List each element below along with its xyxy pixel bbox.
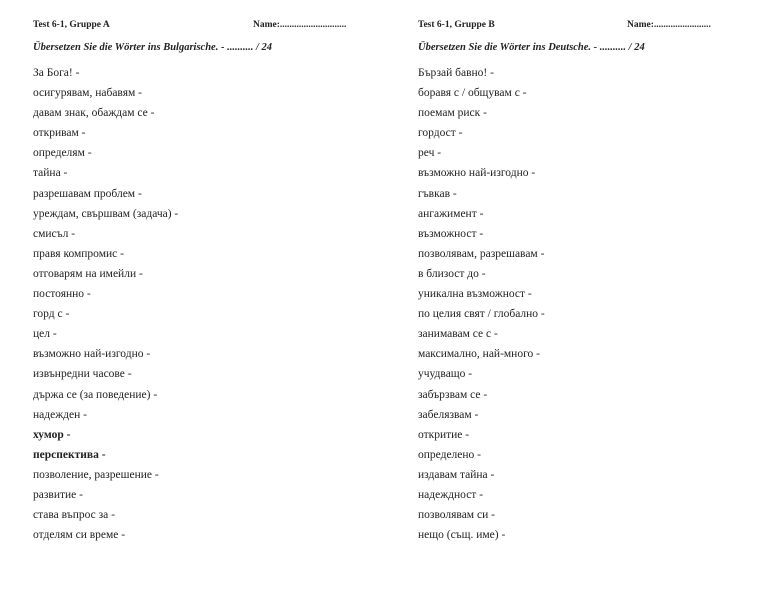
word-item: уреждам, свършвам (задача) - [33,207,179,220]
word-item: реч - [418,147,442,160]
word-item: позволявам си - [418,509,495,522]
group-b-title: Test 6-1, Gruppe B [418,20,495,30]
word-item: възможност - [418,227,484,240]
word-item: правя компромис - [33,247,124,260]
word-item: ангажимент - [418,207,484,220]
word-item: уникална възможност - [418,288,532,301]
word-item: определено - [418,448,482,461]
group-a-word-list [33,63,178,545]
group-a-header [33,20,383,34]
word-item: позволявам, разрешавам - [418,247,545,260]
word-item: давам знак, обаждам се - [33,107,155,120]
word-item: гордост - [418,127,463,140]
word-item: гъвкав - [418,187,457,200]
word-item: забелязвам - [418,408,479,421]
word-item: надежден - [33,408,87,421]
word-item: определям - [33,147,92,160]
group-b-column [418,0,768,594]
word-item: извънредни часове - [33,368,132,381]
group-b-word-list [418,63,545,545]
word-item: Бързай бавно! - [418,67,494,79]
word-item: възможно най-изгодно - [33,348,151,361]
word-item: надеждност - [418,488,484,501]
word-item: занимавам се с - [418,328,498,341]
group-a-instruction: Übersetzen Sie die Wörter ins Bulgarische. - .......... / 24 [33,42,272,53]
word-item: горд с - [33,308,70,321]
word-item: развитие - [33,488,83,501]
word-item: отговарям на имейли - [33,267,143,280]
word-item: цел - [33,328,57,341]
word-item: разрешавам проблем - [33,187,142,200]
word-item: в близост до - [418,267,486,280]
word-item: перспектива - [33,448,106,461]
word-item: забързвам се - [418,388,488,401]
word-item: боравя с / общувам с - [418,87,527,100]
word-item: За Бога! - [33,67,80,79]
word-item: учудващо - [418,368,473,381]
word-item: смисъл - [33,227,76,240]
word-item: става въпрос за - [33,509,115,522]
word-item: осигурявам, набавям - [33,87,142,100]
word-item: нещо (същ. име) - [418,529,506,542]
word-item: максимално, най-много - [418,348,540,361]
word-item: позволение, разрешение - [33,468,159,481]
group-b-header [418,20,768,34]
group-b-name-field: Name:........................ [627,20,711,30]
word-item: откритие - [418,428,470,441]
group-b-instruction: Übersetzen Sie die Wörter ins Deutsche. - .......... / 24 [418,42,645,53]
word-item: откривам - [33,127,86,140]
word-item: отделям си време - [33,529,126,542]
word-item: хумор - [33,428,71,441]
word-item: тайна - [33,167,68,180]
word-item: възможно най-изгодно - [418,167,536,180]
word-item: държа се (за поведение) - [33,388,158,401]
group-a-column [33,0,383,594]
group-a-name-field: Name:............................ [253,20,347,30]
word-item: издавам тайна - [418,468,495,481]
word-item: поемам риск - [418,107,487,120]
word-item: по целия свят / глобално - [418,308,545,321]
word-item: постоянно - [33,288,91,301]
group-a-title: Test 6-1, Gruppe A [33,20,110,30]
